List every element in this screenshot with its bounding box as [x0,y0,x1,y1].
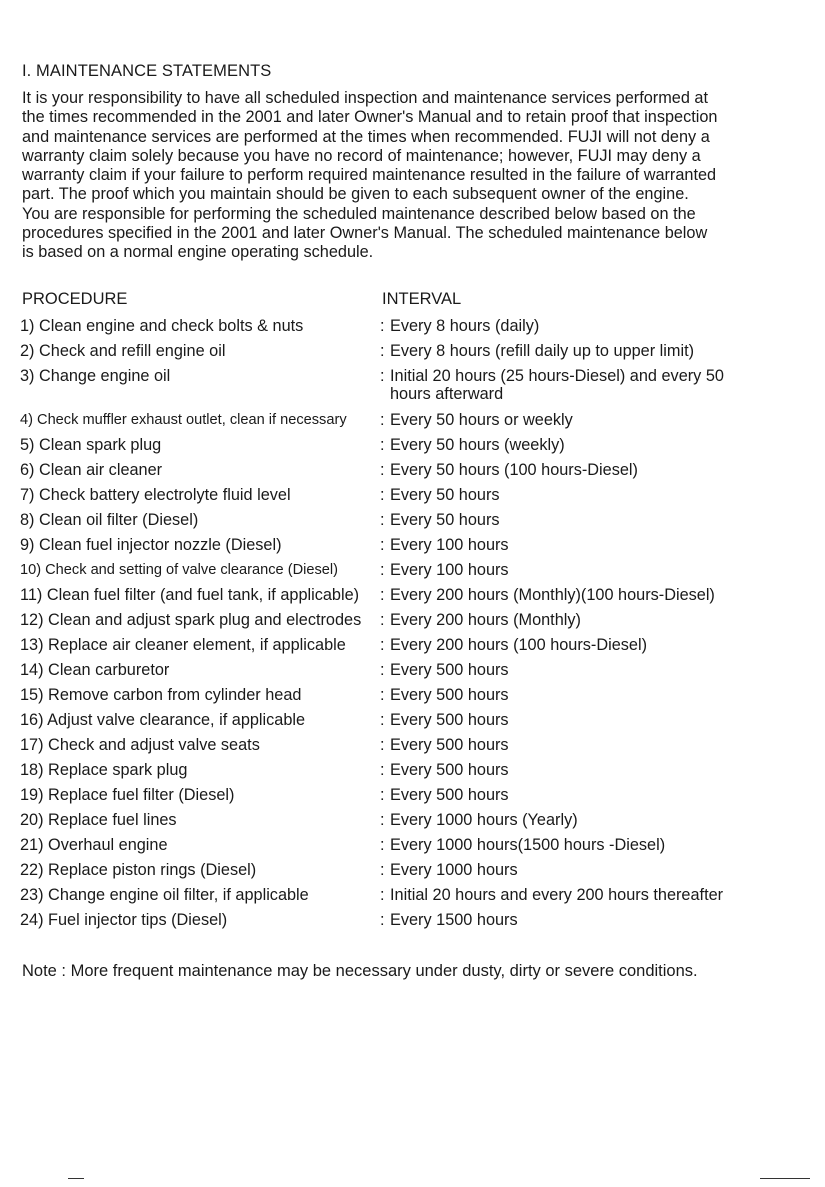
interval-cell: Every 500 hours [390,786,509,804]
interval-cell: Every 8 hours (refill daily up to upper limit) [390,342,695,360]
interval-cell: Every 500 hours [390,761,509,779]
paragraph-line: the times recommended in the 2001 and later Owner's Manual and to retain proof that inspection [22,108,718,127]
procedure-cell: 5) Clean spark plug [20,436,162,454]
procedure-cell: 6) Clean air cleaner [20,461,163,479]
separator-colon: : [380,486,385,504]
procedure-cell: 17) Check and adjust valve seats [20,736,260,754]
procedure-cell: 19) Replace fuel filter (Diesel) [20,786,235,804]
interval-cell: Every 500 hours [390,661,509,679]
procedure-cell: 10) Check and setting of valve clearance (Diesel) [20,562,338,578]
separator-colon: : [380,586,385,604]
separator-colon: : [380,317,385,335]
interval-cell: Every 200 hours (Monthly)(100 hours-Diesel) [390,586,715,604]
procedure-cell: 15) Remove carbon from cylinder head [20,686,302,704]
footer-rule-left [68,1178,84,1179]
interval-cell: Every 100 hours [390,536,509,554]
separator-colon: : [380,661,385,679]
procedure-column-header: PROCEDURE [22,290,128,308]
separator-colon: : [380,536,385,554]
interval-cell: Every 50 hours [390,486,500,504]
procedure-cell: 13) Replace air cleaner element, if applicable [20,636,346,654]
interval-cell: Every 1000 hours [390,861,518,879]
interval-cell: Every 1500 hours [390,911,518,929]
separator-colon: : [380,611,385,629]
separator-colon: : [380,786,385,804]
paragraph-line: It is your responsibility to have all scheduled inspection and maintenance services performed at [22,89,708,107]
procedure-cell: 16) Adjust valve clearance, if applicable [20,711,306,729]
interval-column-header: INTERVAL [382,290,462,308]
footer-rule-right [760,1178,810,1179]
procedure-cell: 7) Check battery electrolyte fluid level [20,486,291,504]
separator-colon: : [380,761,385,779]
separator-colon: : [380,411,385,429]
separator-colon: : [380,736,385,754]
procedure-cell: 9) Clean fuel injector nozzle (Diesel) [20,536,282,554]
interval-cell: Every 200 hours (100 hours-Diesel) [390,636,648,654]
procedure-cell: 18) Replace spark plug [20,761,188,779]
interval-cell: Every 50 hours or weekly [390,411,573,429]
paragraph-line: and maintenance services are performed at the times when recommended. FUJI will not deny a [22,127,710,146]
interval-cell: Initial 20 hours and every 200 hours thereafter [390,886,724,904]
paragraph-line: procedures specified in the 2001 and later Owner's Manual. The scheduled maintenance below [22,224,708,243]
interval-cell: Initial 20 hours (25 hours-Diesel) and every 50 hours afterward [390,367,724,403]
separator-colon: : [380,636,385,654]
procedure-cell: 23) Change engine oil filter, if applicable [20,886,309,904]
interval-cell: Every 500 hours [390,736,509,754]
interval-cell: Every 500 hours [390,686,509,704]
interval-cell: Every 1000 hours (Yearly) [390,811,578,829]
paragraph-line: is based on a normal engine operating schedule. [22,243,374,262]
procedure-cell: 1) Clean engine and check bolts & nuts [20,317,304,335]
procedure-cell: 8) Clean oil filter (Diesel) [20,511,199,529]
separator-colon: : [380,911,385,929]
separator-colon: : [380,436,385,454]
section-heading: I. MAINTENANCE STATEMENTS [22,62,272,80]
interval-cell: Every 50 hours (weekly) [390,436,565,454]
interval-cell: Every 100 hours [390,561,509,579]
interval-cell: Every 200 hours (Monthly) [390,611,581,629]
interval-cell: Every 1000 hours(1500 hours -Diesel) [390,836,666,854]
separator-colon: : [380,711,385,729]
separator-colon: : [380,836,385,854]
paragraph-line: You are responsible for performing the scheduled maintenance described below based on the [22,204,696,223]
interval-cell: Every 500 hours [390,711,509,729]
procedure-cell: 24) Fuel injector tips (Diesel) [20,911,228,929]
procedure-cell: 4) Check muffler exhaust outlet, clean if necessary [20,412,347,428]
paragraph-line: warranty claim solely because you have no record of maintenance; however, FUJI may deny a [22,146,701,165]
separator-colon: : [380,461,385,479]
procedure-cell: 20) Replace fuel lines [20,811,177,829]
procedure-cell: 3) Change engine oil [20,367,171,385]
separator-colon: : [380,367,385,385]
separator-colon: : [380,686,385,704]
intro-paragraph [22,89,762,263]
procedure-cell: 11) Clean fuel filter (and fuel tank, if applicable) [20,586,360,604]
separator-colon: : [380,511,385,529]
procedure-cell: 14) Clean carburetor [20,661,170,679]
paragraph-line: warranty claim if your failure to perform required maintenance resulted in the failure of warranted [22,166,717,185]
interval-cell: Every 50 hours (100 hours-Diesel) [390,461,638,479]
procedure-cell: 2) Check and refill engine oil [20,342,226,360]
separator-colon: : [380,811,385,829]
procedure-cell: 12) Clean and adjust spark plug and electrodes [20,611,362,629]
procedure-cell: 22) Replace piston rings (Diesel) [20,861,257,879]
separator-colon: : [380,886,385,904]
separator-colon: : [380,861,385,879]
footnote: Note : More frequent maintenance may be necessary under dusty, dirty or severe conditions. [22,962,698,980]
interval-cell: Every 8 hours (daily) [390,317,540,335]
separator-colon: : [380,561,385,579]
paragraph-line: part. The proof which you maintain should be given to each subsequent owner of the engine. [22,185,689,204]
interval-cell: Every 50 hours [390,511,500,529]
procedure-cell: 21) Overhaul engine [20,836,168,854]
separator-colon: : [380,342,385,360]
